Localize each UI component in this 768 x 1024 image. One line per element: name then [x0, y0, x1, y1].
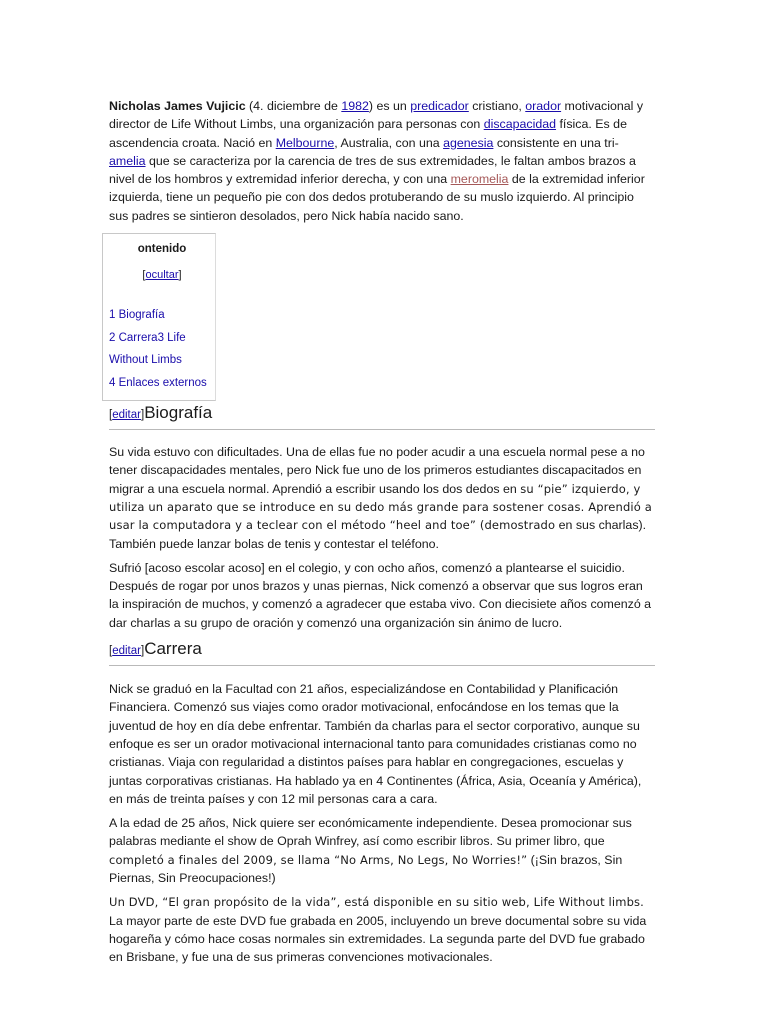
paragraph-carrera-2 [109, 814, 655, 887]
toc-list [109, 304, 215, 394]
intro-text: consistente en una tri- [493, 135, 619, 150]
intro-text: que se caracteriza por la carencia de tres de sus extremidades, le faltan ambos brazos a nivel de los hombros y extremidad inferior derecha, y con una [109, 153, 636, 187]
toc-item-carrera[interactable]: 2 Carrera3 Life Without Limbs [109, 331, 186, 367]
edit-section [109, 645, 144, 657]
text-run: Su vida estuvo con dificultades. Una de ellas fue no poder acudir a una escuela normal pese a no tener discapacidades mentales, pero Nick fue uno de los primeros estudiantes discapacitados en migrar a una escuela normal. Aprendió a escribir usando los dos dedos en [109, 445, 645, 496]
toc-item-biografia[interactable]: 1 Biografía [109, 309, 165, 322]
toc-toggle [109, 269, 215, 281]
text-run: su “pie” izquierdo, y utiliza un aparato que se introduce en su dedo más grande para sostener cosas. Aprendió a usar la computadora y a teclear con el método “heel and toe” (demostrado [109, 481, 652, 533]
text-run: en sus charlas). También puede lanzar bolas de tenis y contestar el teléfono. [109, 518, 647, 551]
edit-link-biografia[interactable]: editar [112, 409, 141, 422]
bracket: [ [109, 409, 113, 422]
bracket: ] [178, 269, 182, 282]
link-discapacidad[interactable]: discapacidad [483, 117, 557, 132]
subject-name: Nicholas James Vujicic [109, 99, 246, 113]
intro-paragraph [109, 97, 655, 225]
paragraph-carrera-3 [109, 893, 655, 966]
text-run: (¡Sin brazos, Sin Piernas, Sin Preocupaciones!) [109, 852, 623, 886]
toc-item-enlaces[interactable]: 4 Enlaces externos [109, 376, 207, 389]
text-run: completó a finales del 2009, se llama “No Arms, No Legs, No Worries!” [109, 852, 528, 867]
heading-biografia [109, 402, 655, 430]
link-predicador[interactable]: predicador [410, 99, 469, 113]
intro-text: física. Es de ascendencia croata. Nació en [109, 117, 627, 150]
intro-text: ) es un [368, 99, 411, 113]
paragraph-carrera-1: Nick se graduó en la Facultad con 21 años, especializándose en Contabilidad y Planificación Financiera. Comenzó sus viajes como orador motivacional, enfocándose en los temas que la juventud de hoy en día debe enfrentar. También da charlas para el sector corporativo, aunque su enfoque es ser un orador motivacional internacional tanto para comunidades cristianas como no cristianas. Viaja con regularidad a distintos países para hablar en congregaciones, escuelas y juntas corporativas cristianas. Ha hablado ya en 4 Continentes (África, Asia, Oceanía y América), en más de treinta países y con 12 mil personas cara a cara. [109, 682, 642, 806]
toc-title: ontenido [137, 243, 187, 256]
section-carrera-body [109, 680, 655, 966]
heading-carrera [109, 638, 655, 666]
bracket: ] [140, 645, 145, 658]
bracket: ] [140, 409, 145, 422]
edit-link-carrera[interactable]: editar [112, 645, 141, 658]
intro-text: cristiano, [468, 99, 526, 113]
heading-text: Carrera [144, 639, 202, 659]
link-melbourne[interactable]: Melbourne [275, 135, 335, 150]
intro-text: de la extremidad inferior izquierda, tiene un pequeño pie con dos dedos protuberando de su muslo izquierdo. Al principio sus padres se sintieron desolados, pero Nick había nacido sano. [109, 172, 645, 223]
table-of-contents [102, 233, 216, 401]
link-meromelia[interactable]: meromelia [450, 172, 509, 187]
text-run: Un DVD, “El gran propósito de la vida”, está disponible en su sitio web, Life Without limbs. [109, 895, 644, 910]
heading-text: Biografía [144, 403, 213, 423]
link-1982[interactable]: 1982 [341, 99, 369, 113]
article [109, 97, 655, 967]
text-run: A la edad de 25 años, Nick quiere ser económicamente independiente. Desea promocionar sus palabras mediante el show de Oprah Winfrey, así como escribir libros. Su primer libro, que [109, 816, 632, 849]
bracket: [ [142, 269, 146, 282]
intro-text: (4. diciembre de [245, 99, 342, 113]
toc-hide-link[interactable]: ocultar [145, 269, 179, 282]
edit-section [109, 409, 144, 421]
intro-text: motivacional y director de Life Without Limbs, una organización para personas con [109, 99, 644, 132]
paragraph-bio-1 [109, 443, 655, 553]
intro-text: , Australia, con una [334, 135, 444, 150]
link-agenesia[interactable]: agenesia [443, 135, 494, 150]
text-run: La mayor parte de este DVD fue grabada en 2005, incluyendo un breve documental sobre su vida hogareña y cómo hace cosas normales sin extremidades. La segunda parte del DVD fue grabado en Brisbane, y fue una de sus primeras convenciones motivacionales. [109, 913, 647, 965]
paragraph-bio-2: Sufrió [acoso escolar acoso] en el colegio, y con ocho años, comenzó a plantearse el suicidio. Después de rogar por unos brazos y unas piernas, Nick comenzó a observar que sus logros eran la inspiración de muchos, y comenzó a agradecer que estaba vivo. Con diecisiete años comenzó a dar charlas a su grupo de oración y comenzó una organización sin ánimo de lucro. [109, 560, 652, 630]
link-orador[interactable]: orador [525, 99, 562, 113]
link-amelia[interactable]: amelia [109, 153, 146, 168]
section-biografia-body [109, 443, 655, 632]
bracket: [ [109, 645, 113, 658]
